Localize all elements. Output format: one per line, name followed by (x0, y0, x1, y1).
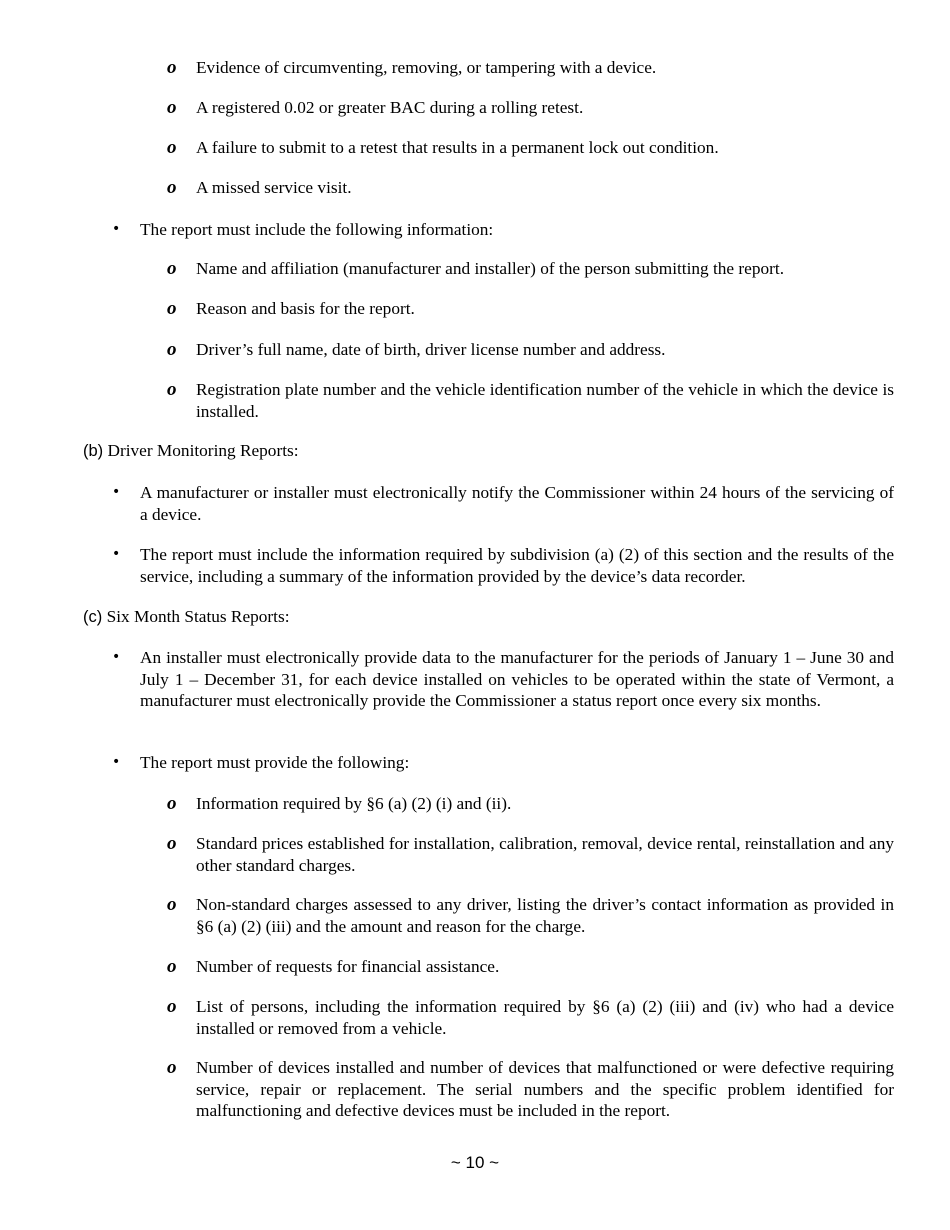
list-item-text: List of persons, including the information required by §6 (a) (2) (iii) and (iv) who had a device installed or removed from a vehicle. (196, 997, 894, 1038)
circle-bullet-icon: o (167, 177, 177, 198)
bullet-icon: • (112, 221, 121, 237)
section-title: Driver Monitoring Reports: (107, 441, 299, 460)
section-heading-b (83, 440, 299, 463)
list-item (167, 379, 894, 422)
circle-bullet-icon: o (167, 894, 177, 915)
circle-bullet-icon: o (167, 1057, 177, 1078)
list-item (167, 339, 894, 361)
circle-bullet-icon: o (167, 57, 177, 78)
list-item-text: Number of requests for financial assistance. (196, 957, 500, 976)
bullet-text: The report must include the following information: (140, 220, 494, 239)
bullet-icon: • (112, 754, 121, 770)
list-item (167, 258, 894, 280)
circle-bullet-icon: o (167, 793, 177, 814)
list-item (167, 996, 894, 1039)
circle-bullet-icon: o (167, 137, 177, 158)
circle-bullet-icon: o (167, 996, 177, 1017)
circle-bullet-icon: o (167, 97, 177, 118)
circle-bullet-icon: o (167, 833, 177, 854)
section-letter: (c) (83, 608, 103, 626)
list-item (167, 833, 894, 876)
section-letter: (b) (83, 442, 104, 460)
list-item-text: Registration plate number and the vehicle identification number of the vehicle in which the device is installed. (196, 380, 894, 421)
list-item-text: Name and affiliation (manufacturer and installer) of the person submitting the report. (196, 259, 785, 278)
list-item-text: A registered 0.02 or greater BAC during a rolling retest. (196, 98, 584, 117)
list-item (167, 137, 894, 159)
bullet-item (112, 544, 894, 587)
bullet-text: The report must provide the following: (140, 753, 410, 772)
list-item-text: Driver’s full name, date of birth, driver license number and address. (196, 340, 666, 359)
circle-bullet-icon: o (167, 339, 177, 360)
bullet-item (112, 482, 894, 525)
list-item (167, 97, 894, 119)
bullet-item (112, 647, 894, 712)
bullet-icon: • (112, 546, 121, 562)
list-item-text: Evidence of circumventing, removing, or tampering with a device. (196, 58, 657, 77)
bullet-text: An installer must electronically provide data to the manufacturer for the periods of January 1 – June 30 and July 1 – December 31, for each device installed on vehicles to be operated within the state of Vermont, a manufacturer must electronically provide the Commissioner a status report once every six months. (140, 648, 894, 710)
list-item (167, 894, 894, 937)
bullet-icon: • (112, 649, 121, 665)
list-item-text: Information required by §6 (a) (2) (i) and (ii). (196, 794, 512, 813)
list-item (167, 298, 894, 320)
bullet-icon: • (112, 484, 121, 500)
circle-bullet-icon: o (167, 956, 177, 977)
circle-bullet-icon: o (167, 379, 177, 400)
list-item-text: Reason and basis for the report. (196, 299, 415, 318)
bullet-text: The report must include the information required by subdivision (a) (2) of this section and the results of the service, including a summary of the information provided by the device’s data recorder. (140, 545, 894, 586)
list-item (167, 1057, 894, 1122)
section-heading-c (83, 606, 290, 629)
circle-bullet-icon: o (167, 258, 177, 279)
section-title: Six Month Status Reports: (106, 607, 290, 626)
circle-bullet-icon: o (167, 298, 177, 319)
bullet-text: A manufacturer or installer must electronically notify the Commissioner within 24 hours of the servicing of a device. (140, 483, 894, 524)
list-item (167, 57, 894, 79)
list-item-text: Standard prices established for installation, calibration, removal, device rental, reinstallation and any other standard charges. (196, 834, 894, 875)
list-item-text: Number of devices installed and number of devices that malfunctioned or were defective requiring service, repair or replacement. The serial numbers and the specific problem identified for malfunctioning and defective devices must be included in the report. (196, 1058, 894, 1120)
page-number: ~ 10 ~ (450, 1153, 500, 1172)
list-item-text: A missed service visit. (196, 178, 352, 197)
bullet-item (112, 752, 894, 774)
list-item-text: Non-standard charges assessed to any driver, listing the driver’s contact information as provided in §6 (a) (2) (iii) and the amount and reason for the charge. (196, 895, 894, 936)
list-item (167, 956, 894, 978)
list-item (167, 793, 894, 815)
list-item-text: A failure to submit to a retest that results in a permanent lock out condition. (196, 138, 719, 157)
list-item (167, 177, 894, 199)
bullet-item (112, 219, 894, 241)
